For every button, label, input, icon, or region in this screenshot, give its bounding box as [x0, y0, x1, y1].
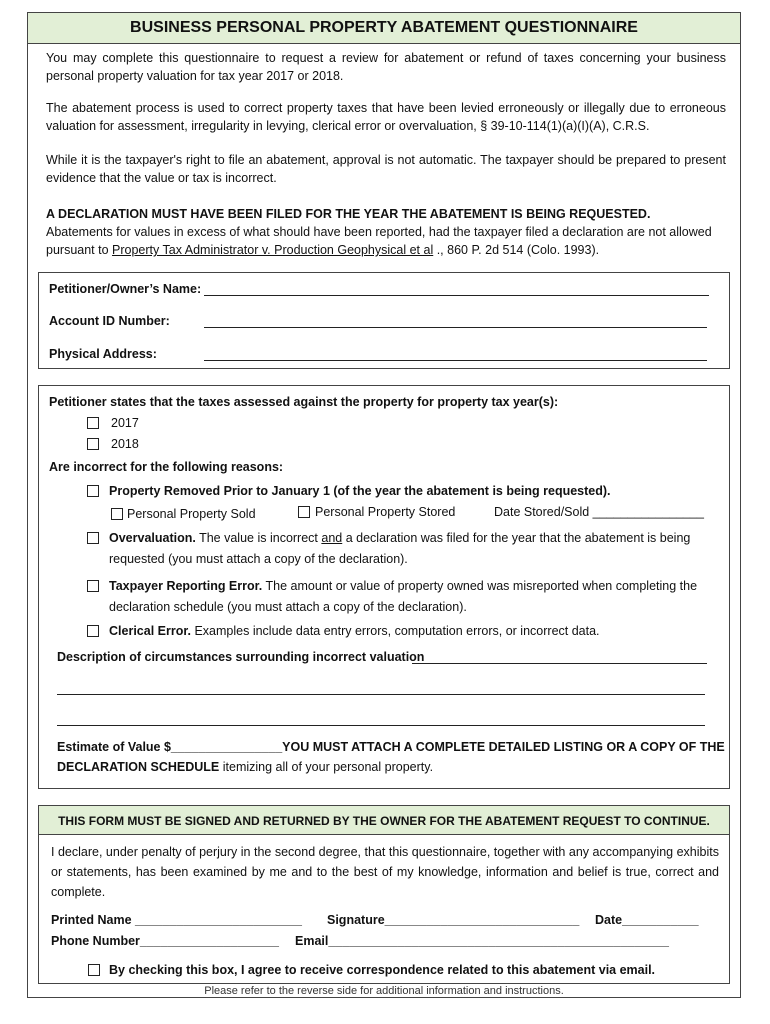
reporting-error-text: Taxpayer Reporting Error. The amount or value of property owned was misreported when completing the: [109, 579, 698, 593]
year-2017-label: 2017: [111, 416, 139, 430]
intro-paragraph-1: You may complete this questionnaire to request a review for abatement or refund of taxes concerning your business personal property valuation for tax year 2017 or 2018.: [46, 51, 726, 83]
email-consent-label: By checking this box, I agree to receive correspondence related to this abatement via email.: [109, 963, 656, 977]
account-id-field[interactable]: [204, 327, 707, 328]
signature-box: [38, 834, 730, 984]
reporting-error-checkbox[interactable]: [87, 580, 99, 592]
overvaluation-text: Overvaluation. The value is incorrect and a declaration was filed for the year that the abatement is being: [109, 531, 691, 545]
reasons-label: Are incorrect for the following reasons:: [49, 460, 284, 474]
perjury-declaration: I declare, under penalty of perjury in the second degree, that this questionnaire, together with any accompanying exhibits or statements, has been examined by me and to the best of my knowledge, information and belief is true, correct and complete.: [51, 845, 719, 899]
property-removed-label: Property Removed Prior to January 1 (of the year the abatement is being requested).: [109, 484, 611, 498]
phone-number-field[interactable]: Phone Number____________________: [51, 934, 279, 948]
email-field[interactable]: Email_________________________________________________: [295, 934, 669, 948]
description-field-1[interactable]: [412, 663, 707, 664]
property-sold-label: Personal Property Sold: [127, 507, 256, 521]
year-2018-label: 2018: [111, 437, 139, 451]
property-sold-checkbox[interactable]: [111, 508, 123, 520]
petition-statement: Petitioner states that the taxes assessed against the property for property tax year(s):: [49, 395, 559, 409]
overvaluation-text-2: requested (you must attach a copy of the declaration).: [109, 552, 408, 566]
intro-paragraph-4: Abatements for values in excess of what should have been reported, had the taxpayer filed a declaration are not allowed pursuant to Property Tax Administrator v. Production Geophysical et al ., 860 P. 2d 514 (Colo. 1993).: [46, 225, 712, 257]
date-stored-sold-field[interactable]: Date Stored/Sold ________________: [494, 505, 704, 519]
petition-box: [38, 385, 730, 789]
intro-paragraph-2: The abatement process is used to correct property taxes that have been levied erroneously or illegally due to erroneous valuation for assessment, irregularity in levying, clerical error or overvaluation, § 39-10-114(1)(a)(I)(A), C.R.S.: [46, 101, 726, 133]
property-stored-checkbox[interactable]: [298, 506, 310, 518]
account-id-label: Account ID Number:: [49, 314, 170, 328]
physical-address-label: Physical Address:: [49, 347, 157, 361]
email-consent-checkbox[interactable]: [88, 964, 100, 976]
year-2018-checkbox[interactable]: [87, 438, 99, 450]
declaration-heading: A DECLARATION MUST HAVE BEEN FILED FOR THE YEAR THE ABATEMENT IS BEING REQUESTED.: [46, 207, 651, 221]
footer-note: Please refer to the reverse side for additional information and instructions.: [204, 985, 564, 997]
signature-field[interactable]: Signature____________________________: [327, 913, 580, 927]
questionnaire-form: [27, 12, 741, 998]
signature-required-banner: THIS FORM MUST BE SIGNED AND RETURNED BY THE OWNER FOR THE ABATEMENT REQUEST TO CONTINUE.: [38, 805, 730, 835]
estimate-of-value-text-2: DECLARATION SCHEDULE itemizing all of your personal property.: [57, 760, 434, 774]
physical-address-field[interactable]: [204, 360, 707, 361]
form-title: BUSINESS PERSONAL PROPERTY ABATEMENT QUESTIONNAIRE: [28, 13, 740, 44]
clerical-error-text: Clerical Error. Examples include data entry errors, computation errors, or incorrect data.: [109, 624, 600, 638]
description-field-3[interactable]: [57, 725, 705, 726]
owner-name-label: Petitioner/Owner’s Name:: [49, 282, 202, 296]
overvaluation-checkbox[interactable]: [87, 532, 99, 544]
owner-name-field[interactable]: [204, 295, 709, 296]
reporting-error-text-2: declaration schedule (you must attach a copy of the declaration).: [109, 600, 467, 614]
property-stored-label: Personal Property Stored: [315, 505, 456, 519]
owner-info-box: [38, 272, 730, 369]
intro-paragraph-3: While it is the taxpayer's right to file an abatement, approval is not automatic. The taxpayer should be prepared to present evidence that the value or tax is incorrect.: [46, 153, 726, 185]
printed-name-field[interactable]: Printed Name ________________________: [51, 913, 302, 927]
property-removed-checkbox[interactable]: [87, 485, 99, 497]
description-field-2[interactable]: [57, 694, 705, 695]
estimate-of-value-field[interactable]: Estimate of Value $________________: [57, 740, 283, 754]
year-2017-checkbox[interactable]: [87, 417, 99, 429]
estimate-of-value-text: Estimate of Value $________________YOU MUST ATTACH A COMPLETE DETAILED LISTING OR A COPY OF THE: [57, 740, 725, 754]
clerical-error-checkbox[interactable]: [87, 625, 99, 637]
description-label: Description of circumstances surrounding incorrect valuation: [57, 650, 425, 664]
date-field[interactable]: Date___________: [595, 913, 699, 927]
case-citation-link: Property Tax Administrator v. Production Geophysical et al: [112, 243, 434, 257]
